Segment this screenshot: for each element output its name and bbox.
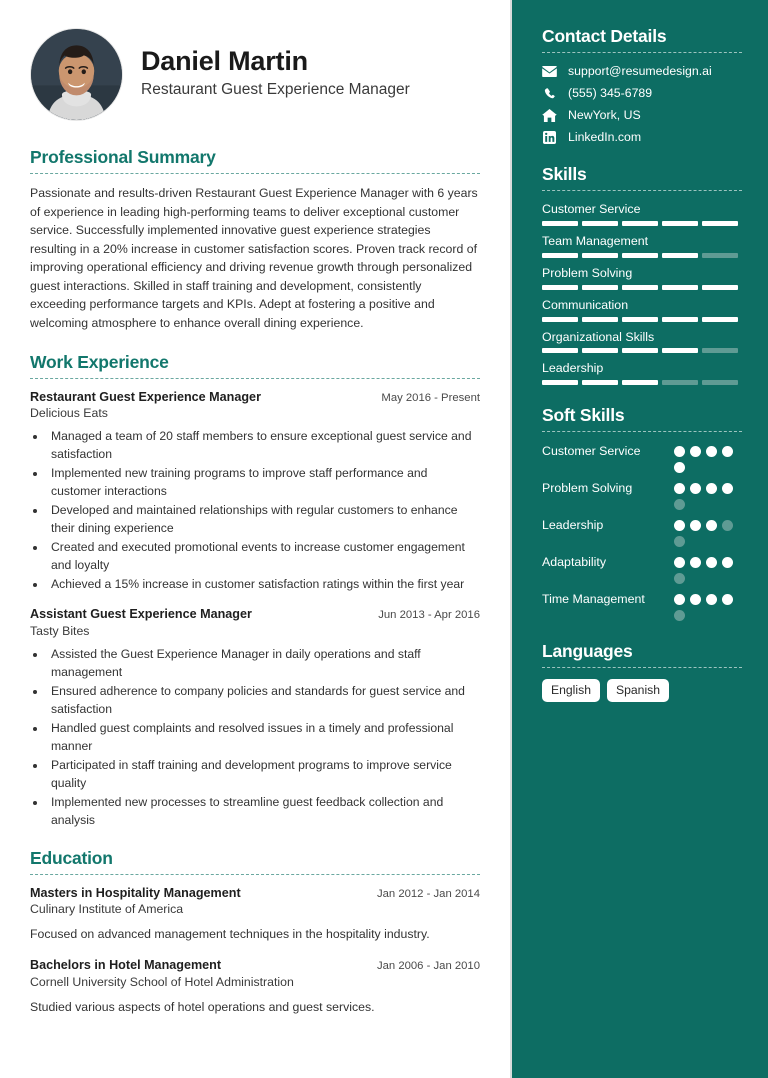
language-chip: Spanish — [607, 679, 669, 702]
soft-skill-name: Time Management — [542, 592, 645, 607]
skill-segment — [662, 253, 698, 258]
skill-segment — [662, 380, 698, 385]
work-bullet: • Assisted the Guest Experience Manager in daily operations and staff management — [47, 645, 480, 681]
skill-segment — [542, 285, 578, 290]
sidebar-section-skills — [542, 164, 742, 385]
soft-skill-row — [542, 554, 742, 584]
skill-segment — [542, 221, 578, 226]
soft-skill-dot — [674, 594, 685, 605]
divider — [30, 173, 480, 174]
skill-segment — [702, 348, 738, 353]
work-role: Restaurant Guest Experience Manager — [30, 389, 261, 404]
sidebar-title-contact: Contact Details — [542, 26, 667, 46]
skill-segment — [702, 285, 738, 290]
education-degree: Masters in Hospitality Management — [30, 886, 241, 901]
skill-level-bar — [542, 221, 738, 226]
work-entry-list — [30, 389, 480, 830]
skill-block — [542, 361, 742, 385]
skill-segment — [542, 317, 578, 322]
education-entry — [30, 885, 480, 944]
soft-skill-dot — [690, 594, 701, 605]
skill-name: Organizational Skills — [542, 329, 655, 344]
section-title-work: Work Experience — [30, 351, 169, 372]
skill-segment — [582, 253, 618, 258]
skill-segment — [542, 348, 578, 353]
soft-skill-dot — [706, 557, 717, 568]
soft-skill-dot — [690, 557, 701, 568]
work-bullet: • Ensured adherence to company policies and standards for guest service and satisfaction — [47, 682, 480, 718]
section-professional-summary — [30, 147, 480, 333]
language-chip: English — [542, 679, 600, 702]
resume-header — [30, 28, 480, 121]
soft-skill-dot — [690, 483, 701, 494]
skill-name: Problem Solving — [542, 265, 633, 280]
education-entry — [30, 957, 480, 1016]
soft-skill-rating — [674, 591, 742, 621]
education-degree: Bachelors in Hotel Management — [30, 958, 222, 973]
skill-segment — [582, 221, 618, 226]
skill-segment — [582, 348, 618, 353]
soft-skill-dot — [674, 557, 685, 568]
skill-segment — [662, 317, 698, 322]
section-work-experience — [30, 352, 480, 830]
soft-skill-dot — [706, 594, 717, 605]
contact-row[interactable] — [542, 108, 742, 122]
education-date: Jan 2012 - Jan 2014 — [376, 888, 480, 901]
sidebar-section-languages — [542, 641, 742, 702]
soft-skill-dot — [674, 536, 685, 547]
education-entry-list — [30, 885, 480, 1016]
skill-block — [542, 330, 742, 354]
skill-name: Customer Service — [542, 202, 641, 216]
divider — [542, 52, 742, 53]
work-date: May 2016 - Present — [381, 391, 480, 404]
contact-value: LinkedIn.com — [568, 130, 642, 144]
skill-level-bar — [542, 253, 738, 258]
soft-skill-row — [542, 517, 742, 547]
home-icon — [542, 108, 557, 122]
skill-segment — [622, 285, 658, 290]
work-bullet: • Implemented new processes to streamline guest feedback collection and analysis — [47, 793, 480, 829]
sidebar-title-skills: Skills — [542, 164, 587, 184]
soft-skill-dot — [690, 446, 701, 457]
work-organization: Tasty Bites — [30, 623, 90, 638]
skill-block — [542, 298, 742, 322]
education-description: Studied various aspects of hotel operations and guest services. — [30, 999, 375, 1014]
soft-skill-dot — [706, 483, 717, 494]
skills-list — [542, 202, 742, 385]
education-entry-head — [30, 957, 480, 973]
education-description: Focused on advanced management techniques in the hospitality industry. — [30, 927, 430, 942]
soft-skill-dot — [674, 573, 685, 584]
contact-list — [542, 64, 742, 144]
language-list — [542, 679, 742, 702]
skill-segment — [702, 221, 738, 226]
skill-segment — [542, 253, 578, 258]
work-date: Jun 2013 - Apr 2016 — [378, 609, 480, 622]
skill-block — [542, 266, 742, 290]
sidebar — [512, 0, 768, 1078]
skill-segment — [622, 317, 658, 322]
soft-skill-dot — [674, 446, 685, 457]
skill-segment — [622, 253, 658, 258]
work-bullet-list — [47, 645, 480, 829]
education-entry-head — [30, 885, 480, 901]
soft-skill-name: Leadership — [542, 518, 604, 533]
work-bullet: • Achieved a 15% increase in customer satisfaction ratings within the first year — [47, 575, 480, 593]
education-school: Culinary Institute of America — [30, 902, 184, 917]
work-entry-head — [30, 606, 480, 622]
contact-row[interactable] — [542, 130, 742, 144]
education-school: Cornell University School of Hotel Administration — [30, 974, 294, 989]
skill-segment — [702, 253, 738, 258]
section-education — [30, 848, 480, 1016]
soft-skill-dot — [674, 462, 685, 473]
soft-skill-dot — [674, 610, 685, 621]
work-bullet: • Created and executed promotional events to increase customer engagement and loyalty — [47, 538, 480, 574]
divider — [542, 190, 742, 191]
linkedin-icon — [542, 130, 557, 144]
divider — [542, 431, 742, 432]
skill-name: Communication — [542, 297, 629, 312]
skill-segment — [662, 348, 698, 353]
work-bullet: • Handled guest complaints and resolved issues in a timely and professional manner — [47, 719, 480, 755]
summary-text: Passionate and results-driven Restaurant Guest Experience Manager with 6 years of experience in leading high-performing teams to deliver exceptional customer service. Successfully implemented innovative guest experience strategies resulting in a 20% increase in customer satisfaction scores. Proven track record of improving operational efficiency and driving revenue growth through personalized guest interactions. Skilled in staff training and development, consistently exceeding performance targets and KPIs. Adept at fostering a positive and welcoming atmosphere to enhance overall dining experience. — [30, 186, 478, 330]
phone-icon — [542, 86, 557, 100]
soft-skill-dot — [722, 557, 733, 568]
soft-skill-rating — [674, 480, 742, 510]
skill-name: Team Management — [542, 233, 649, 248]
candidate-name: Daniel Martin — [141, 45, 308, 76]
soft-skill-dot — [722, 520, 733, 531]
work-bullet: • Managed a team of 20 staff members to ensure exceptional guest service and satisfaction — [47, 427, 480, 463]
soft-skill-dot — [722, 446, 733, 457]
work-bullet: • Implemented new training programs to improve staff performance and customer interactions — [47, 464, 480, 500]
work-organization: Delicious Eats — [30, 405, 108, 420]
soft-skill-rating — [674, 443, 742, 473]
skill-segment — [582, 380, 618, 385]
skill-block — [542, 234, 742, 258]
contact-row[interactable] — [542, 86, 742, 100]
section-title-education: Education — [30, 848, 113, 869]
skill-segment — [582, 285, 618, 290]
divider — [30, 874, 480, 875]
work-bullet: • Participated in staff training and development programs to improve service quality — [47, 756, 480, 792]
soft-skill-dot — [674, 483, 685, 494]
skill-level-bar — [542, 317, 738, 322]
soft-skill-dot — [722, 483, 733, 494]
divider — [30, 378, 480, 379]
soft-skill-dot — [674, 520, 685, 531]
skill-segment — [622, 380, 658, 385]
skill-level-bar — [542, 348, 738, 353]
skill-segment — [582, 317, 618, 322]
soft-skill-dot — [690, 520, 701, 531]
work-entry — [30, 606, 480, 829]
soft-skill-row — [542, 591, 742, 621]
soft-skill-row — [542, 480, 742, 510]
soft-skill-dot — [722, 594, 733, 605]
skill-segment — [662, 285, 698, 290]
skill-segment — [662, 221, 698, 226]
skill-level-bar — [542, 380, 738, 385]
section-title-summary: Professional Summary — [30, 147, 216, 167]
contact-value: NewYork, US — [568, 108, 641, 122]
sidebar-title-soft-skills: Soft Skills — [542, 405, 625, 426]
contact-value: support@resumedesign.ai — [568, 64, 712, 78]
sidebar-title-languages: Languages — [542, 641, 633, 662]
soft-skill-dot — [706, 446, 717, 457]
skill-segment — [702, 317, 738, 322]
soft-skill-dot — [706, 520, 717, 531]
soft-skill-name: Problem Solving — [542, 481, 633, 496]
soft-skill-name: Adaptability — [542, 555, 607, 570]
soft-skill-name: Customer Service — [542, 444, 641, 459]
sidebar-section-soft-skills — [542, 405, 742, 621]
skill-segment — [622, 348, 658, 353]
skill-level-bar — [542, 285, 738, 290]
work-entry-head — [30, 389, 480, 405]
soft-skill-rating — [674, 517, 742, 547]
portrait-photo-icon — [31, 29, 122, 120]
skill-segment — [542, 380, 578, 385]
envelope-icon — [542, 64, 557, 78]
soft-skill-row — [542, 443, 742, 473]
candidate-job-title: Restaurant Guest Experience Manager — [141, 80, 410, 98]
skill-block — [542, 202, 742, 226]
soft-skill-rating — [674, 554, 742, 584]
work-entry — [30, 389, 480, 594]
skill-segment — [702, 380, 738, 385]
avatar — [30, 28, 123, 121]
contact-row[interactable] — [542, 64, 742, 78]
work-bullet-list — [47, 427, 480, 593]
soft-skill-dot — [674, 499, 685, 510]
skill-name: Leadership — [542, 361, 604, 376]
education-date: Jan 2006 - Jan 2010 — [376, 960, 480, 973]
work-role: Assistant Guest Experience Manager — [30, 607, 252, 622]
work-bullet: • Developed and maintained relationships with regular customers to enhance their dining experience — [47, 501, 480, 537]
divider — [542, 667, 742, 668]
contact-value: (555) 345-6789 — [568, 86, 653, 100]
soft-skills-list — [542, 443, 742, 621]
header-text — [141, 46, 410, 104]
skill-segment — [622, 221, 658, 226]
sidebar-section-contact — [542, 26, 742, 144]
